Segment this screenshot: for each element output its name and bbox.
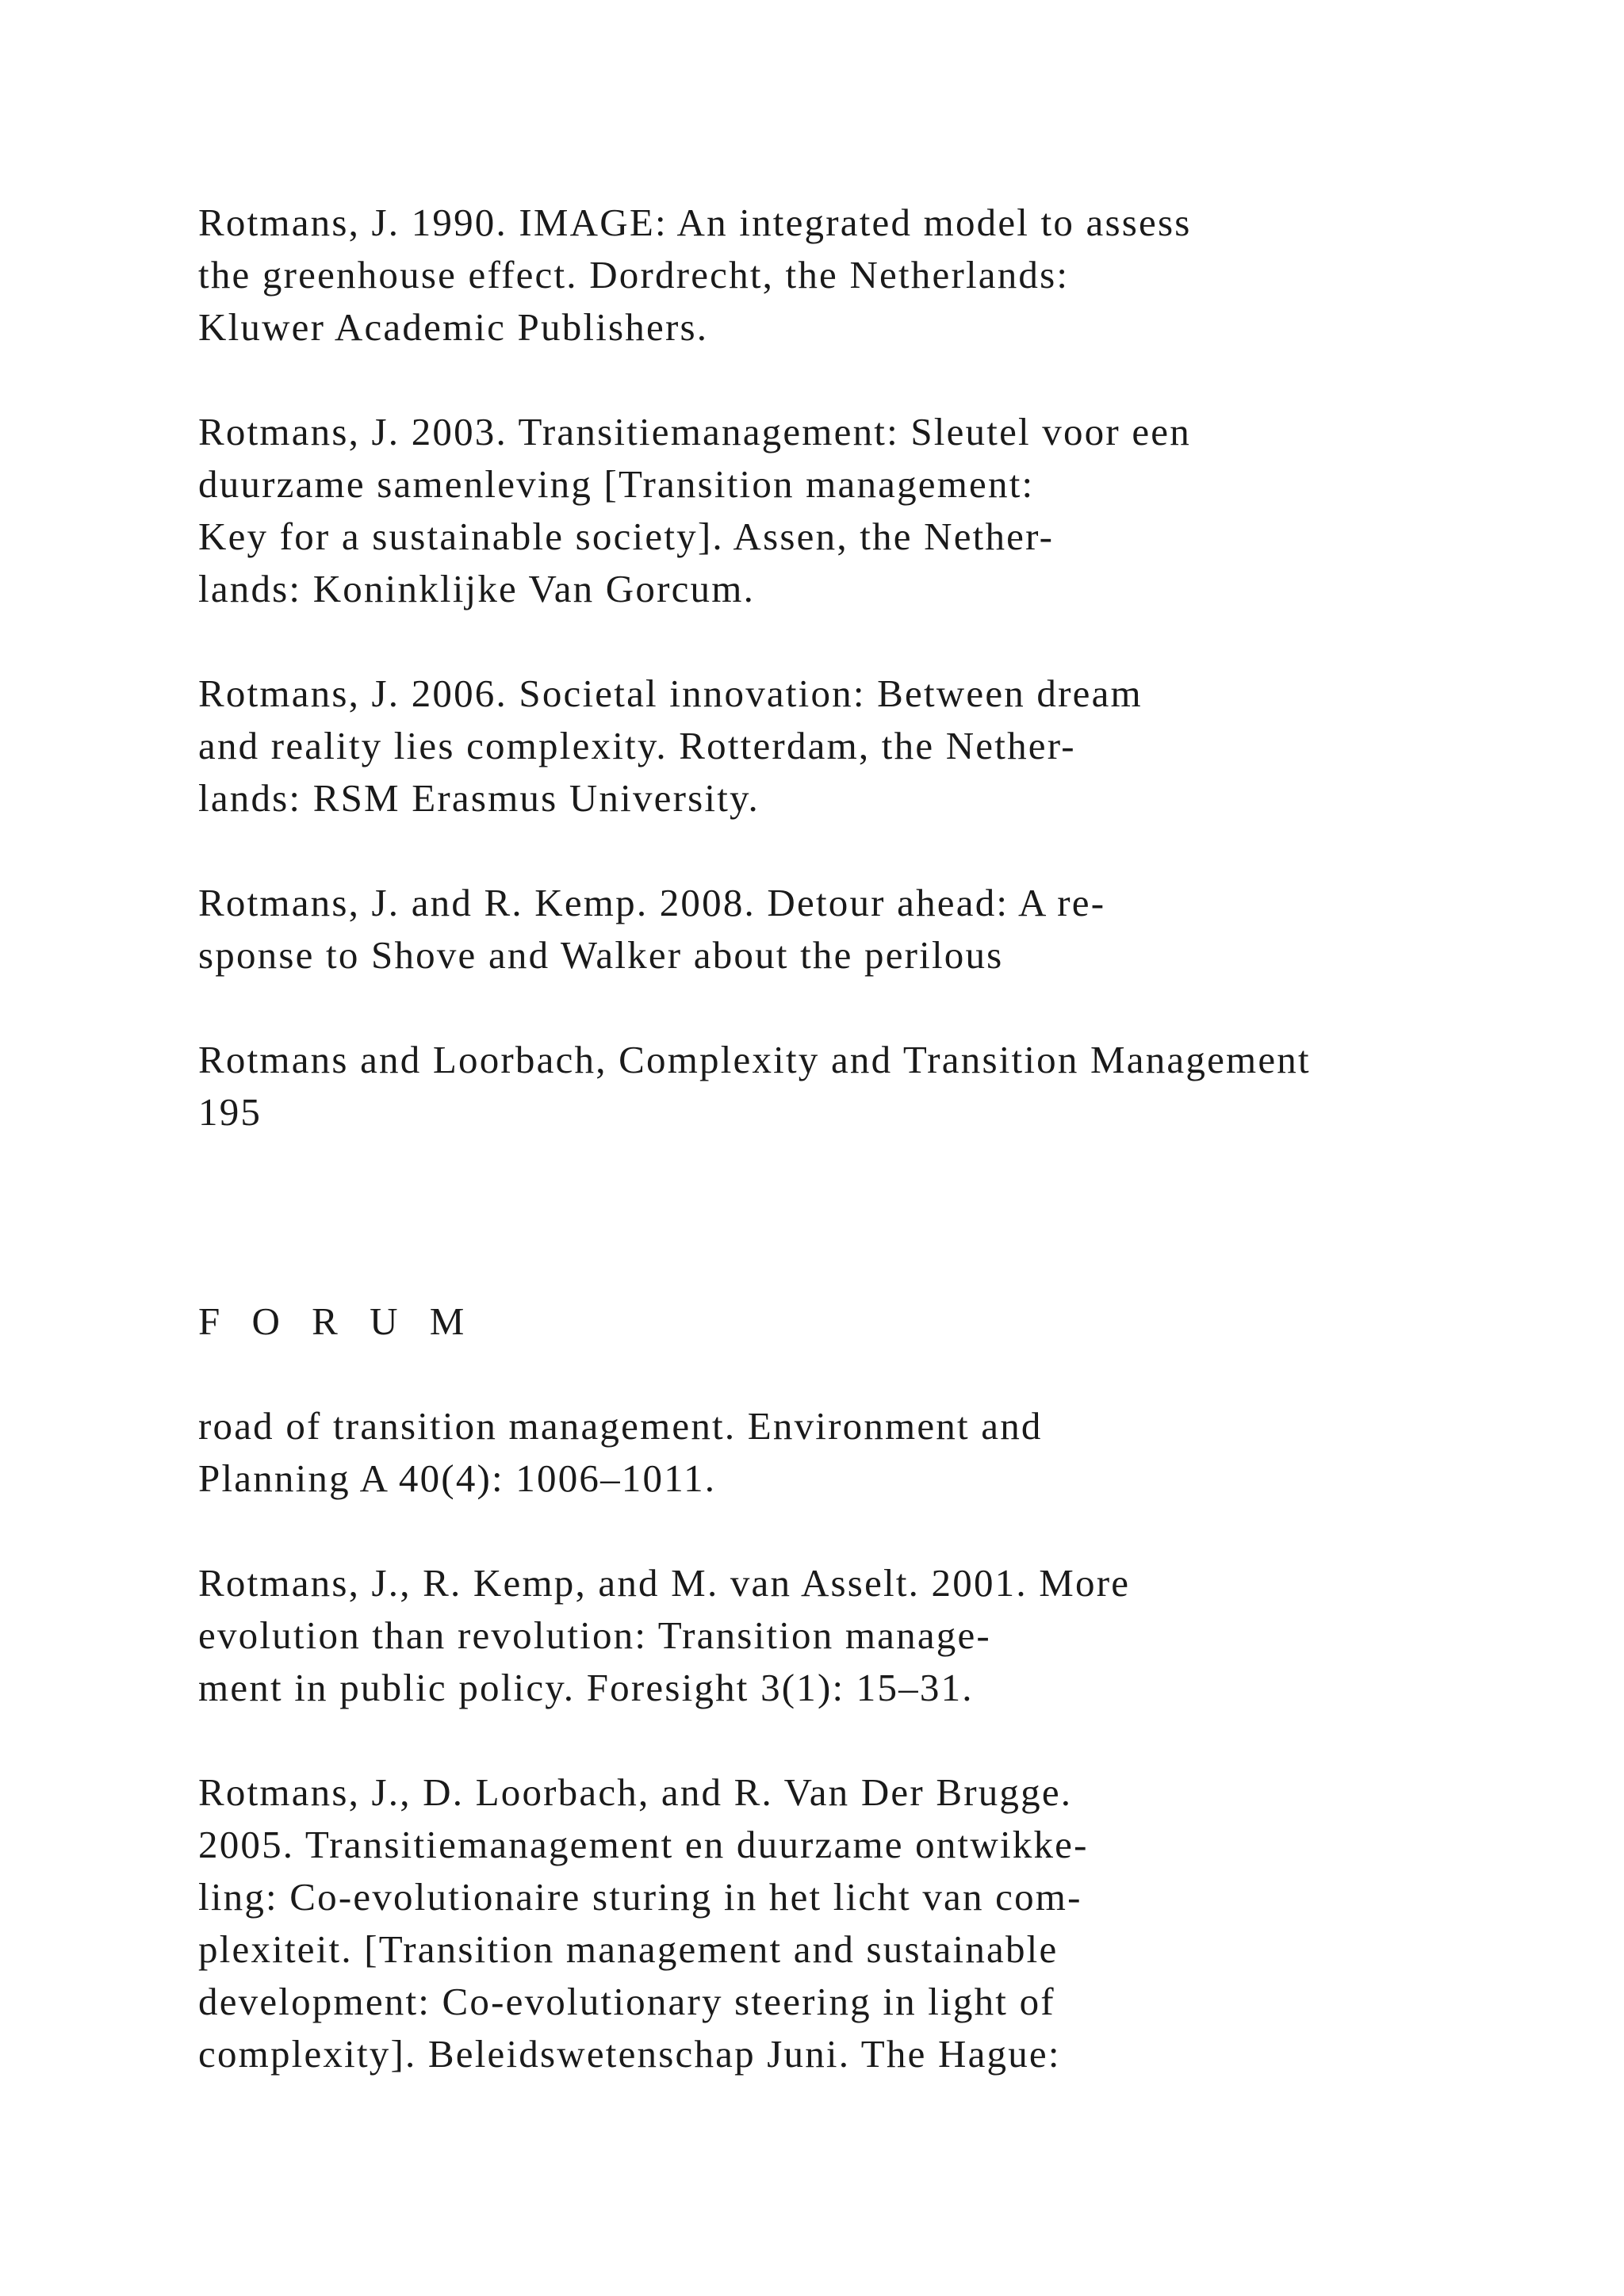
section-label-text: F O R U M [198, 1299, 476, 1343]
text-line: Kluwer Academic Publishers. [198, 305, 709, 349]
text-line: Planning A 40(4): 1006–1011. [198, 1456, 717, 1500]
reference-entry [198, 1400, 1562, 1505]
footer-title: Rotmans and Loorbach, Complexity and Transition Management [198, 1038, 1311, 1081]
text-line: 2005. Transitiemanagement en duurzame ontwikke- [198, 1823, 1089, 1866]
text-line: Rotmans, J., D. Loorbach, and R. Van Der Brugge. [198, 1770, 1073, 1814]
paragraph-gap [198, 825, 1562, 877]
text-line: complexity]. Beleidswetenschap Juni. The Hague: [198, 2032, 1061, 2076]
text-line: ment in public policy. Foresight 3(1): 15–31. [198, 1666, 974, 1709]
reference-entry [198, 406, 1562, 615]
page-break-gap [198, 1138, 1562, 1295]
text-line: evolution than revolution: Transition manage- [198, 1613, 991, 1657]
page-number: 195 [198, 1090, 262, 1134]
text-line: duurzame samenleving [Transition management: [198, 462, 1035, 506]
text-line: sponse to Shove and Walker about the perilous [198, 933, 1004, 977]
paragraph-gap [198, 354, 1562, 406]
paragraph-gap [198, 982, 1562, 1034]
text-line: Rotmans, J. and R. Kemp. 2008. Detour ahead: A re- [198, 881, 1106, 924]
paragraph-gap [198, 615, 1562, 668]
reference-entry [198, 1557, 1562, 1714]
text-line: Rotmans, J. 1990. IMAGE: An integrated model to assess [198, 201, 1192, 244]
text-line: development: Co-evolutionary steering in light of [198, 1980, 1055, 2023]
text-line: ling: Co-evolutionaire sturing in het licht van com- [198, 1875, 1082, 1919]
reference-entry [198, 197, 1562, 354]
paragraph-gap [198, 1348, 1562, 1400]
text-line: Key for a sustainable society]. Assen, the Nether- [198, 515, 1055, 558]
text-line: and reality lies complexity. Rotterdam, the Nether- [198, 724, 1076, 767]
running-footer [198, 1034, 1562, 1138]
paragraph-gap [198, 1714, 1562, 1766]
paragraph-gap [198, 1505, 1562, 1557]
reference-entry [198, 877, 1562, 982]
text-line: Rotmans, J. 2003. Transitiemanagement: Sleutel voor een [198, 410, 1191, 453]
text-line: road of transition management. Environment and [198, 1404, 1043, 1448]
text-line: Rotmans, J. 2006. Societal innovation: Between dream [198, 672, 1143, 715]
text-line: lands: Koninklijke Van Gorcum. [198, 567, 756, 610]
reference-entry [198, 1766, 1562, 2080]
section-label [198, 1295, 1562, 1348]
text-line: plexiteit. [Transition management and sustainable [198, 1927, 1059, 1971]
text-line: Rotmans, J., R. Kemp, and M. van Asselt. 2001. More [198, 1561, 1131, 1605]
reference-entry [198, 668, 1562, 825]
text-line: lands: RSM Erasmus University. [198, 776, 760, 820]
text-line: the greenhouse effect. Dordrecht, the Netherlands: [198, 253, 1070, 297]
document-page [198, 197, 1562, 2080]
